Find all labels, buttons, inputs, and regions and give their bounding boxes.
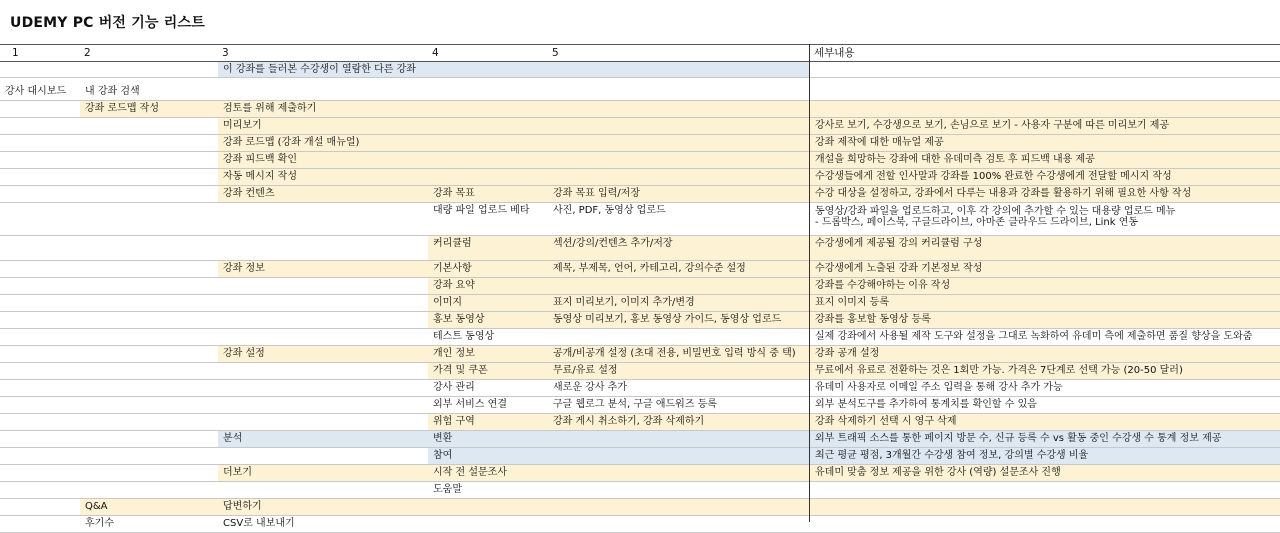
cell-text: 내 강좌 검색 xyxy=(85,86,140,97)
table-cell xyxy=(428,278,810,294)
cell-text: 수강생에게 노출된 강좌 기본정보 작성 xyxy=(815,263,983,274)
cell-text: 구글 웹로그 분석, 구글 애드워즈 등록 xyxy=(553,399,717,410)
table-cell xyxy=(810,236,1280,260)
cell-text: 강좌 정보 xyxy=(223,263,265,274)
cell-text: 홍보 동영상 xyxy=(433,314,485,325)
table-cell xyxy=(428,363,548,379)
table-cell xyxy=(810,431,1280,447)
cell-text: 표지 미리보기, 이미지 추가/변경 xyxy=(553,297,695,308)
table-row xyxy=(0,346,1280,363)
table-cell xyxy=(80,499,218,515)
table-row xyxy=(0,499,1280,516)
cell-text: 유데미 사용자로 이메일 주소 입력을 통해 강사 추가 가능 xyxy=(815,382,1063,393)
table-cell xyxy=(218,431,428,447)
table-row xyxy=(0,448,1280,465)
cell-text: 자동 메시지 작성 xyxy=(223,171,297,182)
table-row xyxy=(0,431,1280,448)
table-cell xyxy=(810,397,1280,413)
cell-text: 동영상/강좌 파일을 업로드하고, 이후 각 강의에 추가할 수 있는 대용량 업로드 메뉴 xyxy=(815,206,1176,217)
cell-text: 강사 대시보드 xyxy=(5,86,67,97)
table-cell xyxy=(810,203,1280,235)
cell-text: 미리보기 xyxy=(223,120,262,131)
cell-text: 위험 구역 xyxy=(433,416,475,427)
table-cell xyxy=(548,295,810,311)
cell-text-line-2: - 드롭박스, 페이스북, 구글드라이브, 아마존 클라우드 드라이브, Link 연동 xyxy=(815,217,1139,228)
table-cell xyxy=(428,203,548,235)
table-cell xyxy=(218,169,810,185)
table-cell xyxy=(810,186,1280,202)
table-cell xyxy=(810,295,1280,311)
table-cell xyxy=(218,152,810,168)
table-cell xyxy=(80,101,218,117)
cell-text: 이미지 xyxy=(433,297,462,308)
table-cell xyxy=(428,414,548,430)
table-cell xyxy=(428,236,548,260)
table-cell xyxy=(548,312,810,328)
cell-text: 강좌 목표 입력/저장 xyxy=(553,188,641,199)
table-cell xyxy=(218,118,810,134)
cell-text: 강좌 로드맵 (강좌 개설 매뉴얼) xyxy=(223,137,360,148)
table-row xyxy=(0,186,1280,203)
column-header-5: 5 xyxy=(552,47,559,59)
cell-text: 강좌 요약 xyxy=(433,280,475,291)
table-row xyxy=(0,169,1280,186)
cell-text: 새로운 강사 추가 xyxy=(553,382,627,393)
table-row xyxy=(0,84,1280,101)
table-cell xyxy=(810,135,1280,151)
cell-text: 시작 전 설문조사 xyxy=(433,467,507,478)
table-cell xyxy=(548,363,810,379)
cell-text: 무료/유료 설정 xyxy=(553,365,618,376)
table-cell xyxy=(218,346,428,362)
table-cell xyxy=(548,397,810,413)
table-row xyxy=(0,380,1280,397)
table-cell xyxy=(810,329,1280,345)
table-cell xyxy=(428,465,810,481)
table-cell xyxy=(548,186,810,202)
table-cell xyxy=(548,203,810,235)
table-cell xyxy=(218,62,810,77)
table-cell xyxy=(428,431,810,447)
cell-text: 표지 이미지 등록 xyxy=(815,297,889,308)
table-cell xyxy=(80,516,218,532)
cell-text: 수강 대상을 설정하고, 강좌에서 다루는 내용과 강좌를 활용하기 위해 필요한 사항 작성 xyxy=(815,188,1192,199)
table-cell xyxy=(218,499,1280,515)
table-cell xyxy=(428,312,548,328)
table-row xyxy=(0,101,1280,118)
cell-text: Q&A xyxy=(85,501,108,512)
cell-text: 참여 xyxy=(433,450,453,461)
table-cell xyxy=(810,169,1280,185)
cell-text: 실제 강좌에서 사용될 제작 도구와 설정을 그대로 녹화하여 유데미 측에 제출하면 품질 향상을 도와줌 xyxy=(815,331,1253,342)
table-cell xyxy=(810,278,1280,294)
table-cell xyxy=(428,346,548,362)
table-cell xyxy=(810,363,1280,379)
cell-text: 제목, 부제목, 언어, 카테고리, 강의수준 설정 xyxy=(553,263,746,274)
cell-text: CSV로 내보내기 xyxy=(223,518,295,529)
table-cell xyxy=(80,84,218,100)
table-row xyxy=(0,236,1280,261)
table-cell xyxy=(218,261,428,277)
table-cell xyxy=(218,516,428,532)
table-cell xyxy=(428,261,548,277)
table-cell xyxy=(428,482,548,498)
table-cell xyxy=(218,465,428,481)
cell-text: 분석 xyxy=(223,433,243,444)
table-cell xyxy=(218,101,1280,117)
table-cell xyxy=(548,261,810,277)
table-cell xyxy=(810,261,1280,277)
table-row xyxy=(0,203,1280,236)
table-row xyxy=(0,312,1280,329)
column-header-details: 세부내용 xyxy=(814,47,855,59)
cell-text: 강좌 공개 설정 xyxy=(815,348,880,359)
cell-text: 외부 서비스 연결 xyxy=(433,399,507,410)
cell-text: 후기수 xyxy=(85,518,114,529)
page-title: UDEMY PC 버전 기능 리스트 xyxy=(10,15,205,31)
cell-text: 개인 정보 xyxy=(433,348,475,359)
cell-text: 검토를 위해 제출하기 xyxy=(223,103,317,114)
cell-text: 강좌 컨텐츠 xyxy=(223,188,275,199)
cell-text: 강좌를 홍보할 동영상 등록 xyxy=(815,314,931,325)
table-cell xyxy=(548,346,810,362)
table-body xyxy=(0,62,1280,533)
table-row xyxy=(0,397,1280,414)
table-cell xyxy=(428,448,810,464)
cell-text: 개설을 희망하는 강좌에 대한 유데미측 검토 후 피드백 내용 제공 xyxy=(815,154,1095,165)
table-cell xyxy=(428,397,548,413)
cell-text: 강좌 목표 xyxy=(433,188,475,199)
table-cell xyxy=(428,380,548,396)
table-row xyxy=(0,62,1280,78)
table-cell xyxy=(810,380,1280,396)
table-row xyxy=(0,118,1280,135)
table-row xyxy=(0,516,1280,533)
table-cell xyxy=(428,329,548,345)
table-cell xyxy=(810,152,1280,168)
table-row xyxy=(0,363,1280,380)
cell-text: 강좌 삭제하기 선택 시 영구 삭제 xyxy=(815,416,957,427)
cell-text: 강좌 제작에 대한 매뉴얼 제공 xyxy=(815,137,944,148)
cell-text: 강좌 설정 xyxy=(223,348,265,359)
cell-text: 이 강좌를 들러본 수강생이 열람한 다른 강좌 xyxy=(223,64,416,75)
table-cell xyxy=(428,186,548,202)
cell-text: 커리큘럼 xyxy=(433,238,472,249)
column-header-3: 3 xyxy=(222,47,229,59)
cell-text: 동영상 미리보기, 홍보 동영상 가이드, 동영상 업로드 xyxy=(553,314,782,325)
table-row xyxy=(0,135,1280,152)
cell-text: 유데미 맞춤 정보 제공을 위한 강사 (역량) 설문조사 진행 xyxy=(815,467,1061,478)
table-cell xyxy=(548,414,810,430)
cell-text: 사진, PDF, 동영상 업로드 xyxy=(553,205,666,216)
table-row xyxy=(0,152,1280,169)
table-cell xyxy=(548,380,810,396)
cell-text: 무료에서 유료로 전환하는 것은 1회만 가능. 가격은 7단계로 선택 가능 (20-50 달러) xyxy=(815,365,1183,376)
cell-text: 강사 관리 xyxy=(433,382,475,393)
column-header-4: 4 xyxy=(432,47,439,59)
cell-text: 수강생에게 제공될 강의 커리큘럼 구성 xyxy=(815,238,983,249)
details-column-divider xyxy=(809,44,810,522)
table-row xyxy=(0,261,1280,278)
cell-text: 최근 평균 평점, 3개월간 수강생 참여 정보, 강의별 수강생 비율 xyxy=(815,450,1089,461)
table-cell xyxy=(0,84,80,100)
table-cell xyxy=(810,312,1280,328)
table-row xyxy=(0,295,1280,312)
table-row xyxy=(0,482,1280,499)
table-cell xyxy=(548,236,810,260)
table-row xyxy=(0,329,1280,346)
table-cell xyxy=(810,465,1280,481)
table-cell xyxy=(218,135,810,151)
column-header-1: 1 xyxy=(12,47,19,59)
cell-text: 강좌 로드맵 작성 xyxy=(85,103,159,114)
cell-text: 대량 파일 업로드 베타 xyxy=(433,205,530,216)
cell-text: 외부 트래픽 소스를 통한 페이지 방문 수, 신규 등록 수 vs 활동 중인 수강생 수 통계 정보 제공 xyxy=(815,433,1222,444)
cell-text: 수강생들에게 전할 인사말과 강좌를 100% 완료한 수강생에게 전달할 메시지 작성 xyxy=(815,171,1172,182)
column-header-row xyxy=(0,44,1280,62)
table-cell xyxy=(218,186,428,202)
feature-table xyxy=(0,44,1280,533)
cell-text: 도움말 xyxy=(433,484,462,495)
table-row xyxy=(0,465,1280,482)
cell-text: 기본사항 xyxy=(433,263,472,274)
cell-text: 외부 분석도구를 추가하여 통계치를 확인할 수 있음 xyxy=(815,399,1037,410)
table-cell xyxy=(810,448,1280,464)
cell-text: 강좌 피드백 확인 xyxy=(223,154,297,165)
table-cell xyxy=(810,346,1280,362)
cell-text: 가격 및 쿠폰 xyxy=(433,365,488,376)
cell-text: 답변하기 xyxy=(223,501,262,512)
cell-text: 공개/비공개 설정 (초대 전용, 비밀번호 입력 방식 중 택) xyxy=(553,348,796,359)
cell-text: 더보기 xyxy=(223,467,252,478)
table-cell xyxy=(810,118,1280,134)
cell-text: 변환 xyxy=(433,433,453,444)
cell-text: 강좌를 수강해야하는 이유 작성 xyxy=(815,280,951,291)
table-cell xyxy=(428,295,548,311)
cell-text: 테스트 동영상 xyxy=(433,331,495,342)
table-row xyxy=(0,414,1280,431)
table-cell xyxy=(810,414,1280,430)
table-row xyxy=(0,278,1280,295)
column-header-2: 2 xyxy=(84,47,91,59)
cell-text: 강사로 보기, 수강생으로 보기, 손님으로 보기 - 사용자 구분에 따른 미리보기 제공 xyxy=(815,120,1170,131)
cell-text: 강좌 게시 취소하기, 강좌 삭제하기 xyxy=(553,416,705,427)
cell-text: 섹션/강의/컨텐츠 추가/저장 xyxy=(553,238,673,249)
